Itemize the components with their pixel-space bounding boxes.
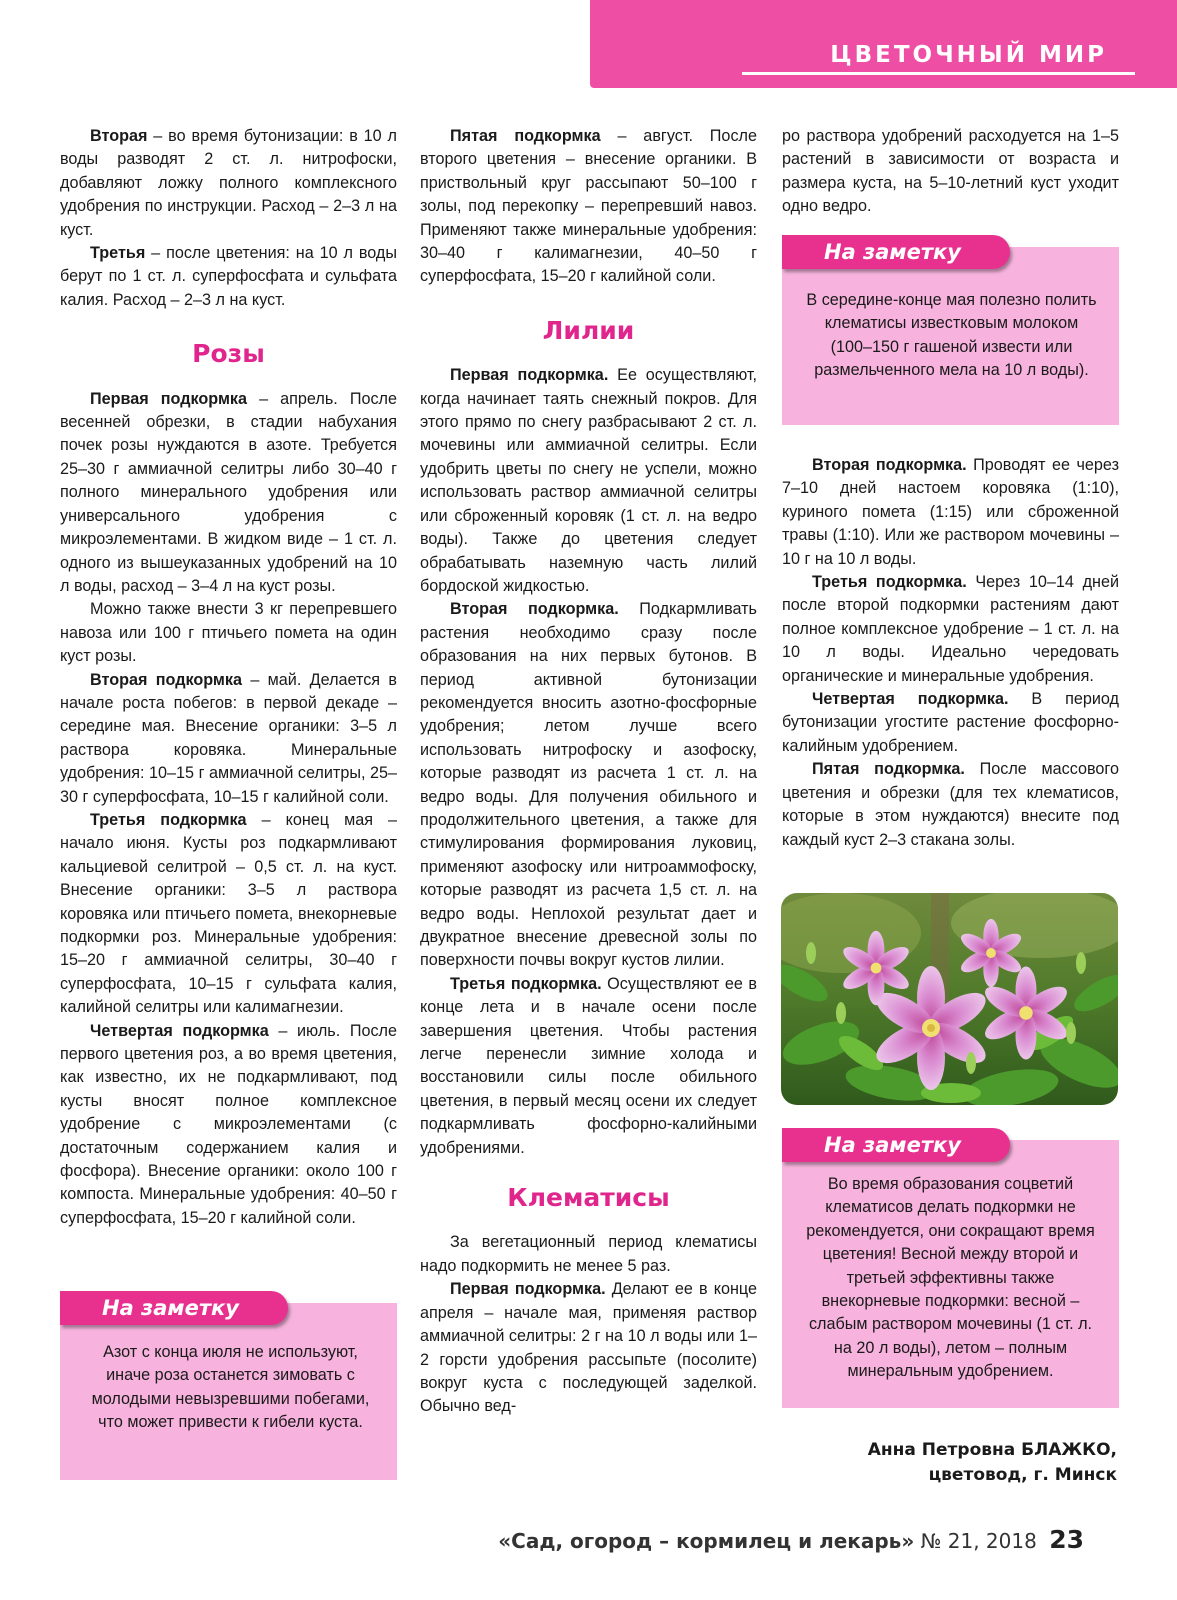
- rubric-title: ЦВЕТОЧНЫЙ МИР: [830, 42, 1107, 68]
- paragraph: За вегетационный период клематисы надо подкормить не менее 5 раз.: [420, 1233, 757, 1275]
- paragraph: Третья подкормка. Осуществляют ее в конце лета и в начале осени после завершения цветения. Чтобы растения легче перенесли зимние холода и восстановили силы после обильного цветения, в первый месяц осени их следует подкармливать фосфорно-калийными удобрениями.: [420, 974, 757, 1157]
- column-3: [782, 125, 1119, 219]
- paragraph: Пятая подкормка. После массового цветения и обрезки (для тех клематисов, которые в этом нуждаются) внесите под каждый куст 2–3 стакана золы.: [782, 760, 1119, 849]
- column-1: [60, 125, 397, 1230]
- paragraph: Вторая подкормка. Подкармливать растения необходимо сразу после образования на них первых бутонов. В период активной бутонизации рекомендуется вносить азотно-фосфорные удобрения; летом лучше всего использовать нитрофоску и азофоску, которые разводят из расчета 1 ст. л. на ведро воды. Для получения обильного и продолжительного цветения, а также для стимулирования формирования луковиц, применяют азофоску или нитроаммофоску, которые разводят из расчета 1,5 ст. л. на ведро воды. Неплохой результат дает и двукратное внесение древесной золы по поверхности почвы вокруг кустов лилии.: [420, 600, 757, 970]
- note-label: На заметку: [782, 235, 1010, 269]
- clematis-photo: [781, 893, 1118, 1105]
- note-text: Во время образования соцветий клематисов делать подкормки не рекомендуется, они сокращают время цветения! Весной между второй и третьей эффективны также внекорневые подкормки: весной – слабым раствором мочевины (1 ст. л. на 20 л воды), летом – полным минеральным удобрением.: [806, 1175, 1095, 1381]
- paragraph: Третья подкормка. Через 10–14 дней после второй подкормки растениям дают полное комплексное удобрение – 1 ст. л. на 10 л воды. Идеально чередовать органические и минеральные удобрения.: [782, 573, 1119, 685]
- paragraph: Первая подкормка – апрель. После весенней обрезки, в стадии набухания почек розы нуждаются в азоте. Требуется 25–30 г аммиачной селитры либо 30–40 г полного минерального удобрения или универсального удобрения с микроэлементами. В жидком виде – 1 ст. л. одного из вышеуказанных удобрений на 10 л воды, расход – 3–4 л на куст розы.: [60, 389, 397, 595]
- paragraph: Вторая подкормка – май. Делается в начале роста побегов: в первой декаде – середине мая. Внесение органики: 3–5 л раствора коровяка. Минеральные удобрения: 10–15 г аммиачной селитры, 25–30 г суперфосфата, 10–15 г калийной соли.: [60, 670, 397, 806]
- paragraph: Вторая – во время бутонизации: в 10 л воды разводят 2 ст. л. нитрофоски, добавляют ложку полного комплексного удобрения по инструкции. Расход – 2–3 л на куст.: [60, 127, 397, 239]
- paragraph: Можно также внести 3 кг перепревшего навоза или 100 г птичьего помета на один куст розы.: [60, 600, 397, 666]
- section-heading-lilies: Лилии: [542, 315, 635, 345]
- paragraph: Первая подкормка. Ее осуществляют, когда начинает таять снежный покров. Для этого прямо по снегу разбрасывают 2 ст. л. мочевины или аммиачной селитры. Если удобрить цветы по снегу не успели, можно использовать раствор аммиачной селитры или сброженный коровяк (1 ст. л. на ведро воды). Также до цветения следует обрабатывать наземную часть лилий бордоской жидкостью.: [420, 366, 757, 595]
- paragraph: Третья подкормка – конец мая – начало июня. Кусты роз подкармливают кальциевой селитрой – 0,5 ст. л. на куст. Внесение органики: 3–5 л раствора коровяка или птичьего помета, внекорневые подкормки роз. Минеральные удобрения: 15–20 г аммиачной селитры, 30–40 г суперфосфата, 10–15 г сульфата калия, калийной селитры или калимагнезии.: [60, 810, 397, 1017]
- publication-name: «Сад, огород – кормилец и лекарь»: [498, 1529, 915, 1553]
- note-box-clematis-1: [782, 240, 1119, 425]
- note-text: В середине-конце мая полезно полить клематисы известковым молоком (100–150 г гашеной извести или размельченного мела на 10 л воды).: [806, 291, 1097, 380]
- paragraph: Четвертая подкормка. В период бутонизации угостите растение фосфорно-калийным удобрением.: [782, 690, 1119, 755]
- note-label: На заметку: [60, 1291, 288, 1325]
- column-3-lower: [782, 454, 1119, 852]
- note-text: Азот с конца июля не используют, иначе роза останется зимовать с молодыми невызревшими побегами, что может привести к гибели куста.: [91, 1343, 370, 1432]
- rubric-underline: [742, 72, 1135, 75]
- page-number: 23: [1049, 1525, 1084, 1554]
- column-2: [420, 125, 757, 1419]
- author-signature: [868, 1438, 1117, 1488]
- author-role: цветовод, г. Минск: [928, 1465, 1117, 1485]
- note-box-roses: [60, 1296, 397, 1480]
- paragraph: Третья – после цветения: на 10 л воды берут по 1 ст. л. суперфосфата и сульфата калия. Расход – 2–3 л на куст.: [60, 244, 397, 309]
- section-heading-roses: Розы: [192, 339, 265, 369]
- section-heading-clematis: Клематисы: [507, 1183, 670, 1213]
- issue-number: № 21, 2018: [920, 1529, 1037, 1553]
- paragraph: Четвертая подкормка – июль. После первого цветения роз, а во время цветения, как известно, их не подкармливают, под кусты вносят полное комплексное удобрение с микроэлементами (с достаточным содержанием калия и фосфора). Внесение органики: около 100 г компоста. Минеральные удобрения: 40–50 г суперфосфата, 15–20 г калийной соли.: [60, 1021, 397, 1227]
- paragraph: ро раствора удобрений расходуется на 1–5 растений в зависимости от возраста и размера куста, на 5–10-летний куст уходит одно ведро.: [782, 127, 1119, 216]
- paragraph: Первая подкормка. Делают ее в конце апреля – начале мая, применяя раствор аммиачной селитры: 2 г на 10 л воды или 1–2 горсти удобрения рассыпьте (посолите) вокруг куста с последующей заделкой. Обычно вед-: [420, 1280, 757, 1416]
- note-label: На заметку: [782, 1128, 1010, 1162]
- paragraph: Пятая подкормка – август. После второго цветения – внесение органики. В приствольный круг рассыпают 50–100 г золы, под перекопку – перепревший навоз. Применяют также минеральные удобрения: 30–40 г калимагнезии, 40–50 г суперфосфата, 15–20 г калийной соли.: [420, 127, 757, 286]
- note-box-clematis-2: [782, 1133, 1119, 1408]
- paragraph: Вторая подкормка. Проводят ее через 7–10 дней настоем коровяка (1:10), куриного помета (1:15) или сброженной травы (1:10). Или же раствором мочевины – 10 г на 10 л воды.: [782, 456, 1119, 568]
- page-footer: [498, 1525, 1084, 1554]
- author-name: Анна Петровна БЛАЖКО,: [867, 1440, 1117, 1460]
